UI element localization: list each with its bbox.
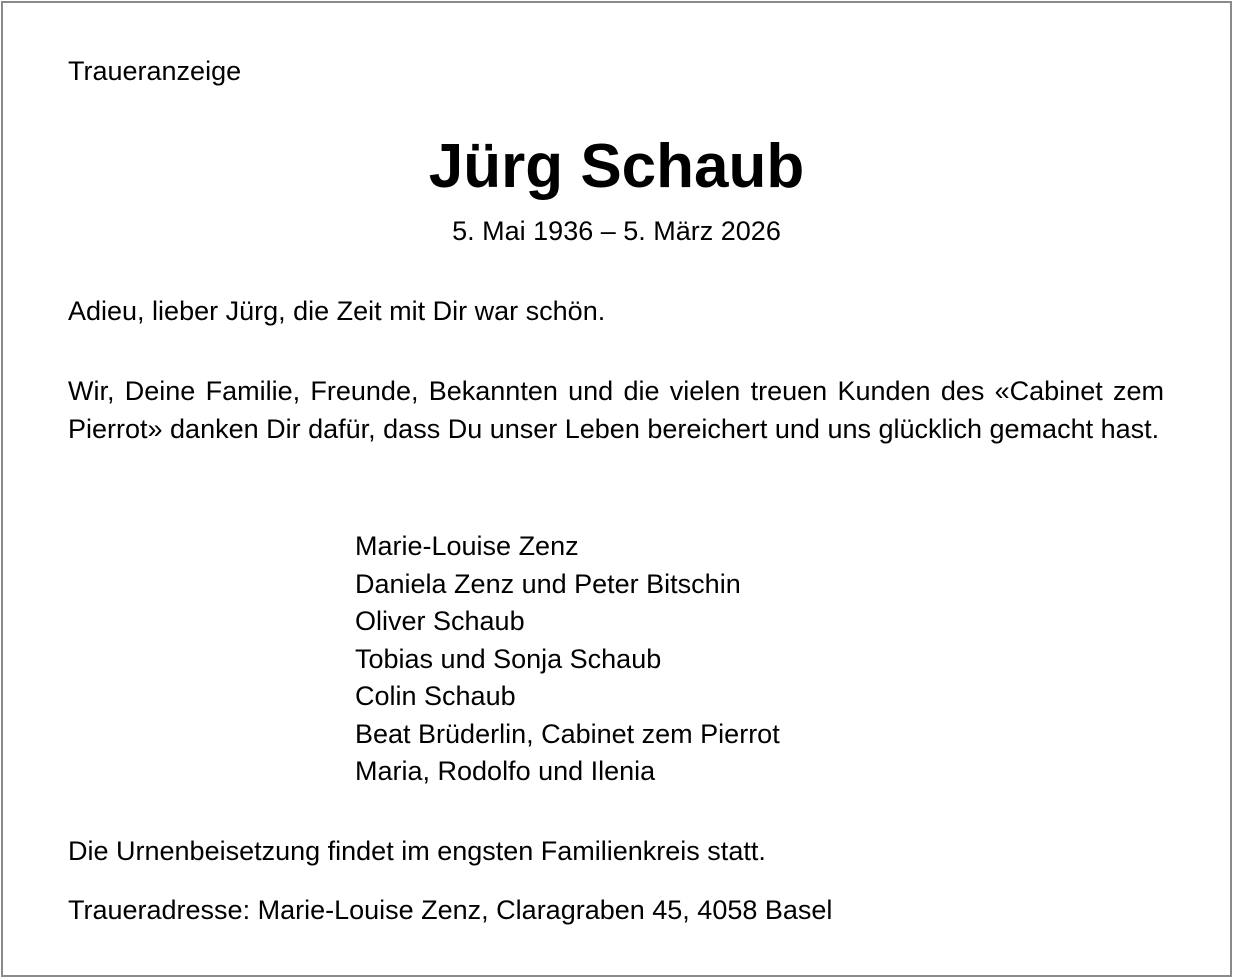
- notice-label: Traueranzeige: [68, 56, 242, 86]
- mourner-name: Beat Brüderlin, Cabinet zem Pierrot: [355, 718, 780, 749]
- mourner-name: Marie-Louise Zenz: [355, 531, 579, 561]
- deceased-name: Jürg Schaub: [428, 132, 805, 201]
- condolence-address: Traueradresse: Marie-Louise Zenz, Claragraben 45, 4058 Basel: [68, 895, 833, 925]
- burial-note: Die Urnenbeisetzung findet im engsten Familienkreis statt.: [68, 836, 766, 866]
- mourner-name: Tobias und Sonja Schaub: [355, 643, 662, 674]
- mourner-name: Daniela Zenz und Peter Bitschin: [355, 568, 741, 599]
- tribute-paragraph: Wir, Deine Familie, Freunde, Bekannten und die vielen treuen Kunden des «Cabinet zem Pierrot» danken Dir dafür, dass Du unser Leben bereichert und uns glücklich gemacht hast.: [68, 376, 1164, 444]
- mourners-list: [355, 528, 780, 791]
- mourner-name: Maria, Rodolfo und Ilenia: [355, 756, 656, 786]
- life-dates: 5. Mai 1936 – 5. März 2026: [452, 216, 781, 246]
- mourner-name: Colin Schaub: [355, 681, 516, 711]
- farewell-line: Adieu, lieber Jürg, die Zeit mit Dir war schön.: [68, 296, 606, 326]
- mourner-name: Oliver Schaub: [355, 606, 525, 636]
